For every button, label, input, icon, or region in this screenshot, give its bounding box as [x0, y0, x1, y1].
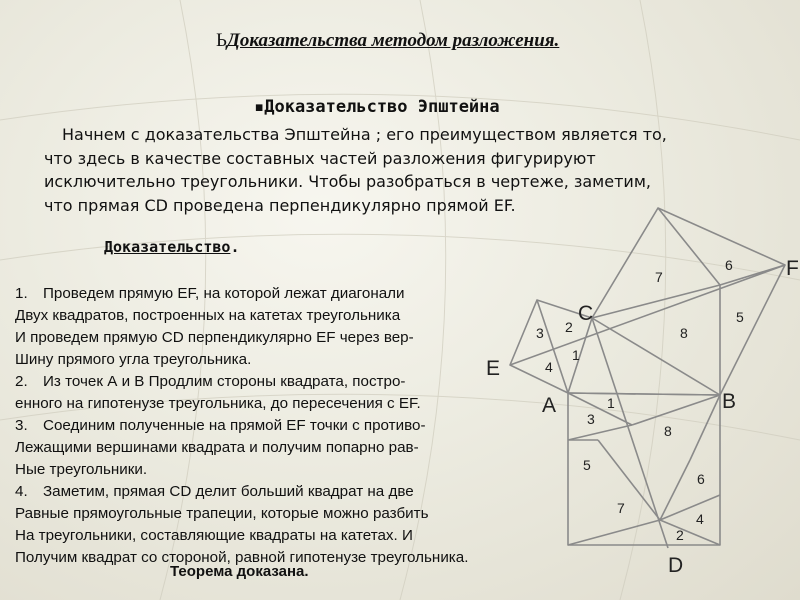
- region-label: 1: [572, 347, 580, 363]
- intro-line: исключительно треугольники. Чтобы разобраться в чертеже, заметим,: [44, 172, 651, 191]
- region-label: 5: [736, 309, 744, 325]
- step-text: Получим квадрат со стороной, равной гипотенузе треугольника.: [15, 549, 469, 566]
- lower-line-6: [660, 495, 720, 520]
- intro-line: Начнем с доказательства Эпштейна ; его преимуществом является то,: [62, 125, 667, 144]
- proof-label-dot: .: [230, 238, 240, 256]
- region-label: 1: [607, 395, 615, 411]
- point-e-label: E: [486, 357, 501, 380]
- left-diagonal: [537, 300, 568, 393]
- region-label: 3: [536, 325, 544, 341]
- region-label: 8: [680, 325, 688, 341]
- point-a-label: A: [542, 394, 557, 417]
- lower-line-3: [632, 395, 720, 425]
- region-label: 7: [655, 269, 663, 285]
- region-label: 2: [565, 319, 573, 335]
- step-text: Ные треугольники.: [15, 461, 148, 478]
- point-d-label: D: [668, 554, 684, 577]
- region-label: 7: [617, 500, 625, 516]
- step-text: Лежащими вершинами квадрата и получим попарно рав-: [15, 439, 419, 456]
- region-label: 4: [696, 511, 704, 527]
- region-label: 6: [725, 257, 733, 273]
- region-label: 2: [676, 527, 684, 543]
- region-label: 5: [583, 457, 591, 473]
- step-text: Заметим, прямая CD делит больший квадрат на две: [43, 483, 414, 500]
- step-number: 4.: [15, 483, 28, 500]
- upper-square: [592, 208, 785, 395]
- step-text: Из точек А и В Продлим стороны квадрата, постро-: [43, 373, 406, 390]
- step-text: Проведем прямую EF, на которой лежат диагонали: [43, 285, 405, 302]
- title-marker: Ь: [216, 30, 227, 51]
- step-text: енного на гипотенузе треугольника, до пересечения с EF.: [15, 395, 421, 412]
- line-cd: [592, 318, 668, 548]
- upper-square-diagonal: [658, 208, 720, 285]
- lower-line-7: [660, 460, 690, 520]
- point-f-label: F: [786, 257, 799, 280]
- region-label: 3: [587, 411, 595, 427]
- step-number: 1.: [15, 285, 28, 302]
- step-text: И проведем прямую CD перпендикулярно EF через вер-: [15, 329, 414, 346]
- step-text: Соединим полученные на прямой EF точки с противо-: [43, 417, 426, 434]
- point-b-label: B: [722, 390, 737, 413]
- step-number: 3.: [15, 417, 28, 434]
- step-text: Равные прямоугольные трапеции, которые можно разбить: [15, 505, 429, 522]
- lower-line-1: [568, 425, 632, 440]
- proof-label-word: Доказательство: [104, 238, 231, 256]
- section-heading: ▪Доказательство Эпштейна: [254, 97, 500, 117]
- step-text: Двух квадратов, построенных на катетах треугольника: [15, 307, 401, 324]
- point-c-label: C: [578, 302, 594, 325]
- conclusion: Теорема доказана.: [170, 563, 309, 580]
- figure-lines: [510, 208, 785, 548]
- upper-square-edge: [592, 285, 720, 318]
- step-number: 2.: [15, 373, 28, 390]
- region-label: 6: [697, 471, 705, 487]
- lower-line-10: [598, 440, 660, 520]
- intro-line: что здесь в качестве составных частей разложения фигурируют: [44, 148, 596, 168]
- step-text: Шину прямого угла треугольника.: [15, 351, 252, 368]
- intro-line: что прямая CD проведена перпендикулярно прямой EF.: [44, 195, 516, 215]
- region-label: 4: [545, 359, 553, 375]
- lower-line-9: [568, 520, 660, 545]
- lower-line-8: [660, 520, 720, 545]
- region-label: 8: [664, 423, 672, 439]
- lower-line-5: [690, 395, 720, 460]
- step-text: На треугольники, составляющие квадраты на катетах. И: [15, 527, 413, 544]
- title-text: Доказательства методом разложения.: [226, 30, 560, 51]
